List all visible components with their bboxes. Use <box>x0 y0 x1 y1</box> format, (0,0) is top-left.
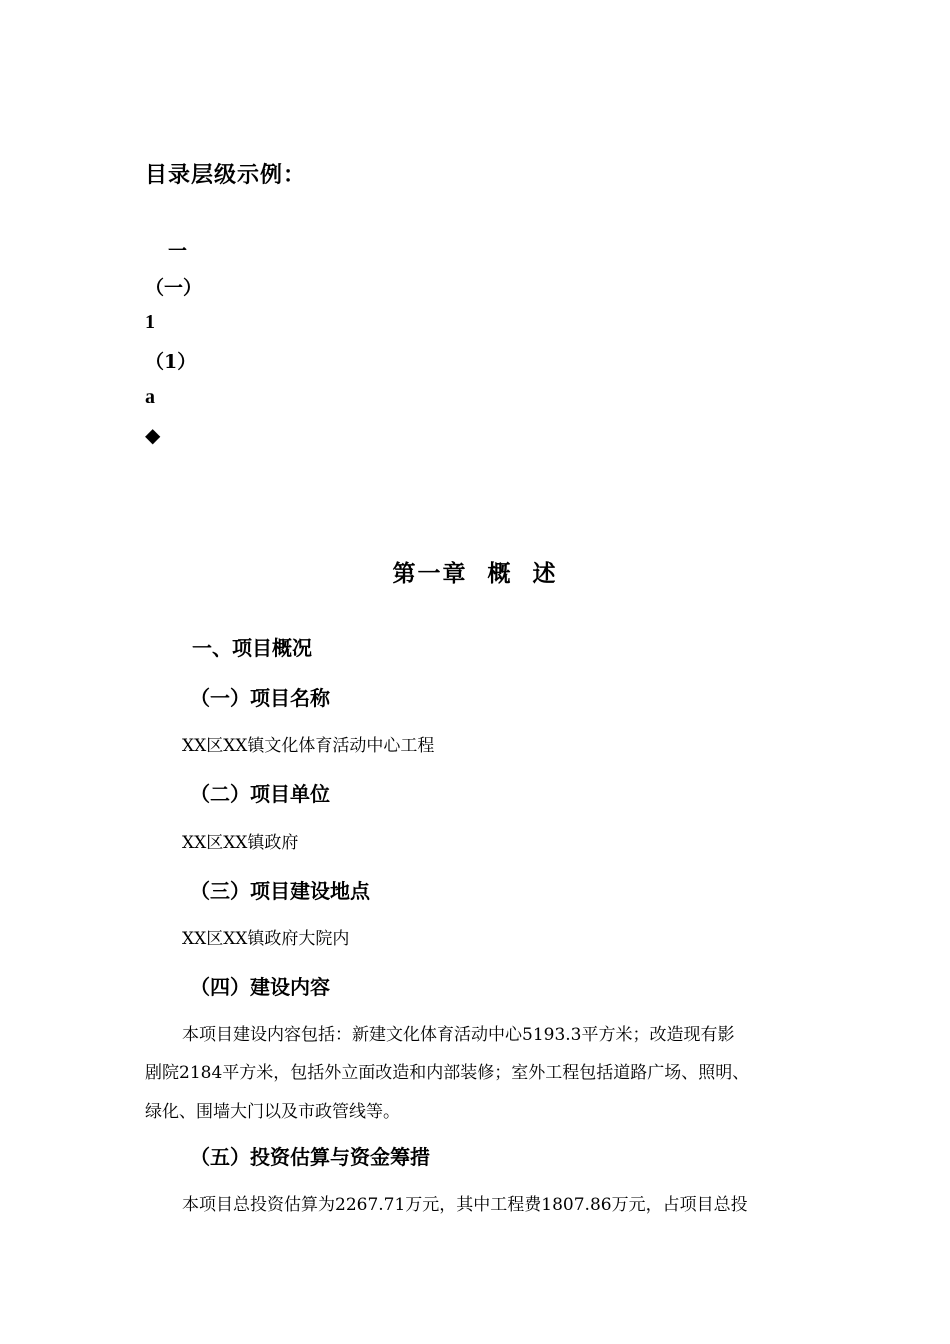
toc-level-3: 1 <box>145 311 155 333</box>
toc-example-title: 目录层级示例： <box>145 163 307 188</box>
toc-level-5: a <box>145 386 155 408</box>
section-heading: 一、项目概况 <box>192 636 312 660</box>
paragraph-line: 本项目建设内容包括：新建文化体育活动中心5193.3平方米；改造现有影 <box>182 1025 735 1045</box>
chapter-title: 第一章 概 述 <box>392 561 558 587</box>
subsection-heading: （三）项目建设地点 <box>190 879 370 903</box>
paragraph: XX区XX镇政府大院内 <box>182 929 350 949</box>
toc-level-1: 一 <box>168 240 188 262</box>
subsection-heading: （一）项目名称 <box>190 686 330 710</box>
subsection-heading: （二）项目单位 <box>190 782 330 806</box>
toc-level-4: （1） <box>145 351 197 373</box>
toc-level-2: （一） <box>145 277 203 299</box>
paragraph-line: 本项目总投资估算为2267.71万元，其中工程费1807.86万元，占项目总投 <box>182 1195 748 1215</box>
paragraph-line: 剧院2184平方米，包括外立面改造和内部装修；室外工程包括道路广场、照明、 <box>145 1063 750 1083</box>
paragraph: XX区XX镇政府 <box>182 833 299 853</box>
subsection-heading: （五）投资估算与资金筹措 <box>190 1145 430 1169</box>
paragraph-line: 绿化、围墙大门以及市政管线等。 <box>145 1102 400 1122</box>
paragraph: XX区XX镇文化体育活动中心工程 <box>182 736 435 756</box>
toc-level-6-diamond-icon: ◆ <box>145 423 161 447</box>
subsection-heading: （四）建设内容 <box>190 975 330 999</box>
